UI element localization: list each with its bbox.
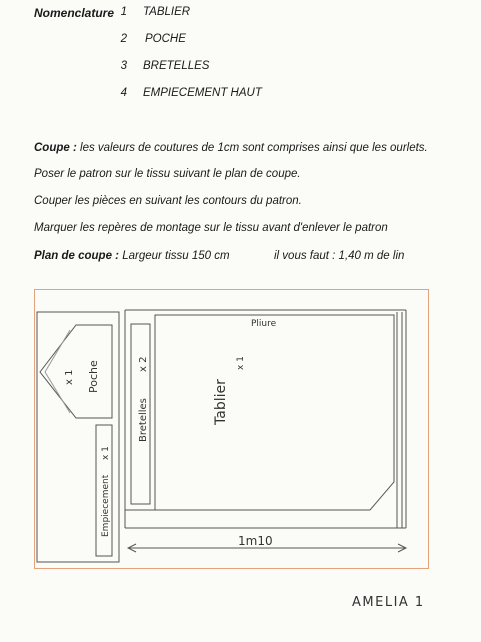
poche-piece bbox=[40, 325, 112, 418]
empiecement-qty: x 1 bbox=[101, 446, 111, 460]
signature: AMELIA 1 bbox=[352, 595, 425, 610]
fabric-width: Largeur tissu 150 cm bbox=[122, 250, 230, 262]
dimension-label: 1m10 bbox=[238, 534, 273, 548]
item-label: BRETELLES bbox=[143, 60, 210, 72]
poche-label: Poche bbox=[87, 360, 100, 393]
tablier-label: Tablier bbox=[213, 379, 229, 425]
item-number: 2 bbox=[120, 33, 127, 45]
bretelles-label: Bretelles bbox=[138, 398, 149, 442]
instruction-line: Poser le patron sur le tissu suivant le plan de coupe. bbox=[34, 168, 301, 180]
nomenclature-title: Nomenclature bbox=[34, 6, 115, 20]
poche-qty: x 1 bbox=[64, 369, 75, 385]
item-number: 1 bbox=[120, 6, 127, 18]
instruction-line: Marquer les repères de montage sur le tissu avant d'enlever le patron bbox=[34, 222, 388, 234]
tablier-piece bbox=[155, 315, 394, 510]
item-number: 4 bbox=[120, 87, 127, 99]
item-label: POCHE bbox=[145, 33, 186, 45]
fabric-quantity: il vous faut : 1,40 m de lin bbox=[274, 250, 405, 262]
item-number: 3 bbox=[120, 60, 127, 72]
pliure-label: Pliure bbox=[251, 319, 277, 329]
instruction-line: Couper les pièces en suivant les contours du patron. bbox=[34, 195, 302, 207]
empiecement-label: Empiecement bbox=[101, 474, 111, 537]
coupe-label: Coupe : bbox=[34, 142, 77, 154]
plan-de-coupe-label: Plan de coupe : bbox=[34, 250, 119, 262]
item-label: EMPIECEMENT HAUT bbox=[143, 87, 262, 99]
item-label: TABLIER bbox=[143, 6, 191, 18]
tablier-qty: x 1 bbox=[236, 356, 246, 370]
bretelles-qty: x 2 bbox=[138, 356, 149, 372]
coupe-text: les valeurs de coutures de 1cm sont comprises ainsi que les ourlets. bbox=[80, 142, 428, 154]
